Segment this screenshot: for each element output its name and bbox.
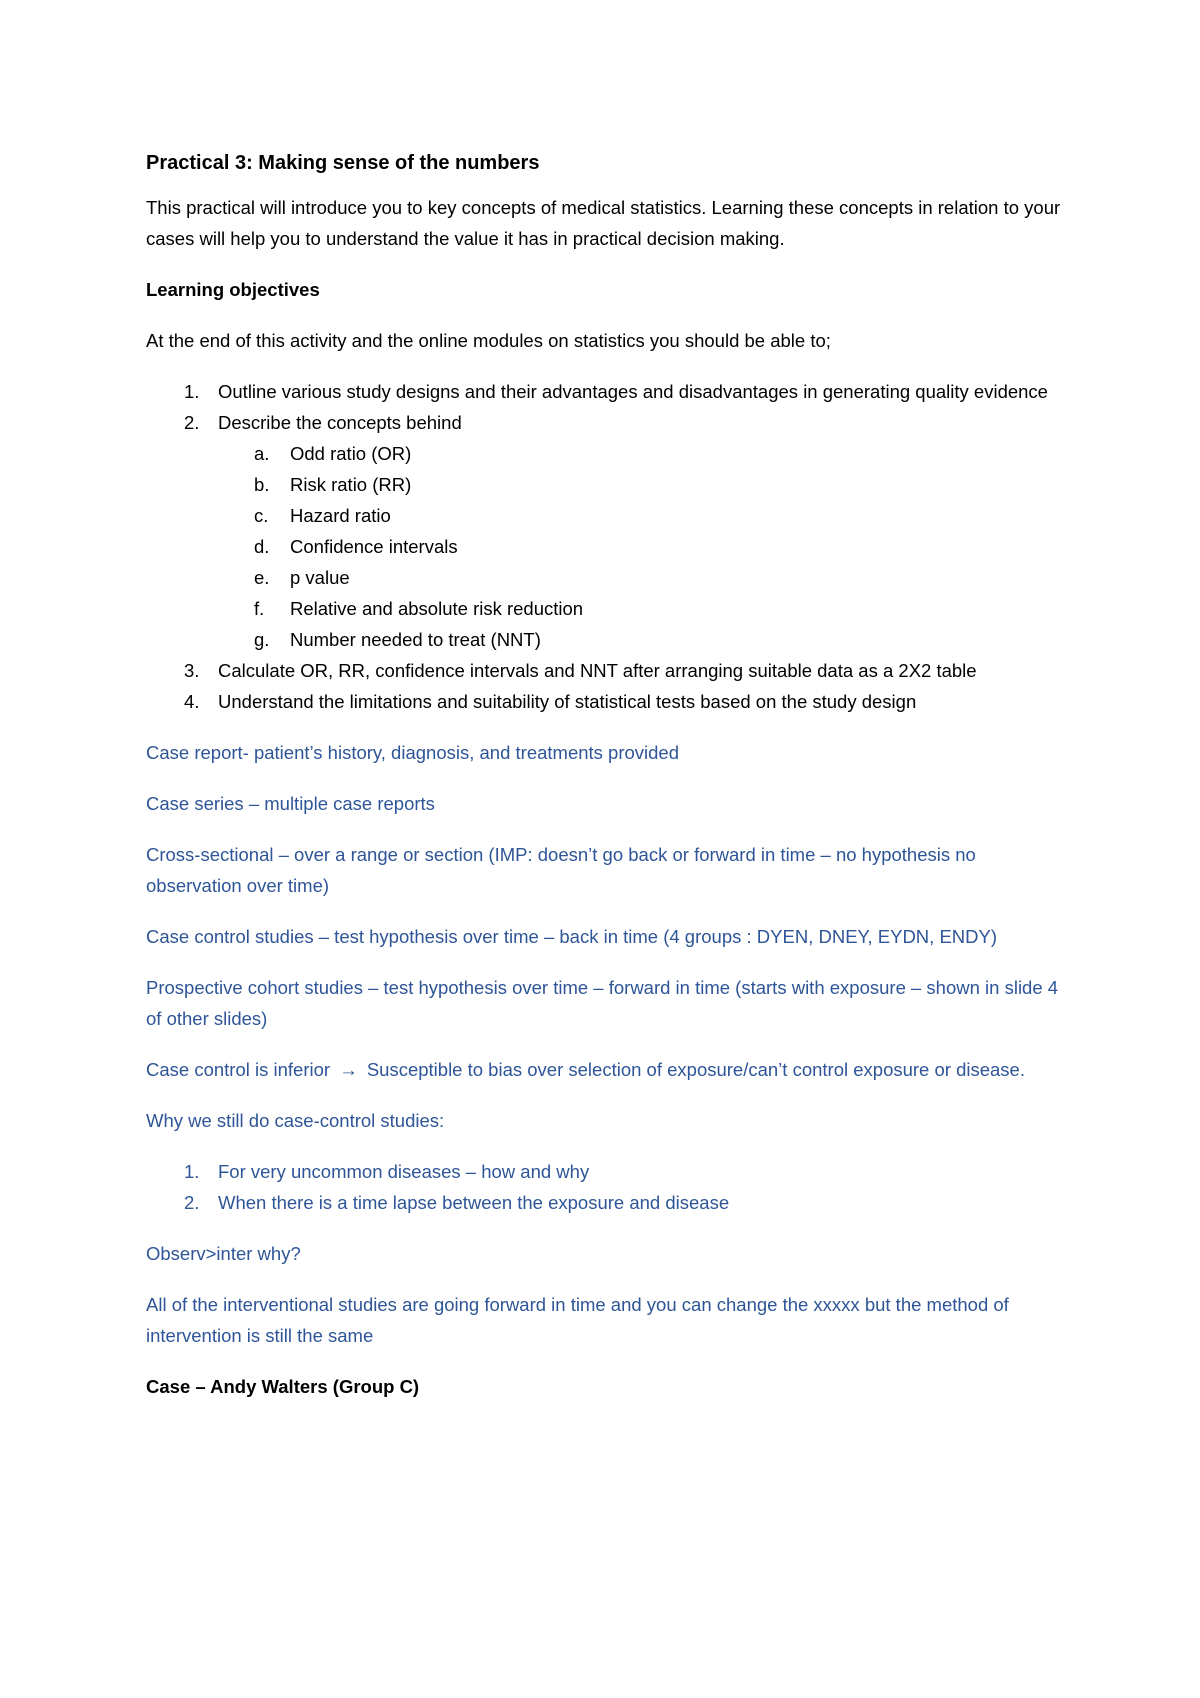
list-letter: d. xyxy=(254,536,270,557)
inferior-text-end: Susceptible to bias over selection of exposure/can’t control exposure or disease. xyxy=(366,1059,1025,1080)
objective-text: Outline various study designs and their advantages and disadvantages in generating quality evidence xyxy=(218,381,1048,402)
objective-item-4 xyxy=(146,686,1076,717)
concept-item xyxy=(218,469,1076,500)
concept-text: p value xyxy=(290,567,350,588)
intro-paragraph: This practical will introduce you to key concepts of medical statistics. Learning these concepts in relation to your cases will help you to understand the value it has in practical decision making. xyxy=(146,197,1061,249)
concept-text: Confidence intervals xyxy=(290,536,458,557)
concept-text: Relative and absolute risk reduction xyxy=(290,598,584,619)
concepts-list xyxy=(218,438,1076,655)
list-number: 4. xyxy=(184,691,200,712)
why-item-2 xyxy=(146,1187,1076,1218)
concept-item xyxy=(218,438,1076,469)
concept-text: Number needed to treat (NNT) xyxy=(290,629,541,650)
note-observ-inter: Observ>inter why? xyxy=(146,1243,301,1264)
concept-text: Risk ratio (RR) xyxy=(290,474,412,495)
concept-item xyxy=(218,624,1076,655)
objective-text: Calculate OR, RR, confidence intervals and NNT after arranging suitable data as a 2X2 table xyxy=(218,660,977,681)
list-number: 1. xyxy=(184,1161,200,1182)
list-letter: g. xyxy=(254,629,270,650)
note-case-report: Case report- patient’s history, diagnosis, and treatments provided xyxy=(146,742,680,763)
note-interventional: All of the interventional studies are going forward in time and you can change the xxxxx but the method of intervention is still the same xyxy=(146,1294,1009,1346)
page-title: Practical 3: Making sense of the numbers xyxy=(146,152,540,174)
note-case-control: Case control studies – test hypothesis over time – back in time (4 groups : DYEN, DNEY, EYDN, ENDY) xyxy=(146,926,997,947)
note-case-control-inferior xyxy=(146,1054,1076,1085)
why-text: For very uncommon diseases – how and why xyxy=(218,1161,590,1182)
note-prospective-cohort: Prospective cohort studies – test hypothesis over time – forward in time (starts with exposure – shown in slide 4 of other slides) xyxy=(146,977,1059,1029)
concept-item xyxy=(218,531,1076,562)
list-number: 1. xyxy=(184,381,200,402)
list-number: 3. xyxy=(184,660,200,681)
objective-item-3 xyxy=(146,655,1076,686)
list-letter: b. xyxy=(254,474,270,495)
note-case-series: Case series – multiple case reports xyxy=(146,793,435,814)
note-cross-sectional: Cross-sectional – over a range or section (IMP: doesn’t go back or forward in time – no hypothesis no observation over time) xyxy=(146,844,976,896)
list-letter: e. xyxy=(254,567,270,588)
objective-item-1 xyxy=(146,376,1076,407)
list-number: 2. xyxy=(184,412,200,433)
why-list xyxy=(146,1156,1076,1218)
objectives-list xyxy=(146,376,1076,717)
objective-text: Understand the limitations and suitability of statistical tests based on the study design xyxy=(218,691,917,712)
why-item-1 xyxy=(146,1156,1076,1187)
concept-item xyxy=(218,593,1076,624)
note-why-heading: Why we still do case-control studies: xyxy=(146,1110,445,1131)
concept-text: Hazard ratio xyxy=(290,505,391,526)
list-number: 2. xyxy=(184,1192,200,1213)
list-letter: a. xyxy=(254,443,270,464)
concept-text: Odd ratio (OR) xyxy=(290,443,412,464)
objective-text: Describe the concepts behind xyxy=(218,412,462,433)
list-letter: f. xyxy=(254,598,265,619)
arrow-right-icon: → xyxy=(339,1059,358,1080)
list-letter: c. xyxy=(254,505,269,526)
document-body xyxy=(146,148,1076,1422)
objectives-heading: Learning objectives xyxy=(146,279,320,300)
objectives-lead: At the end of this activity and the online modules on statistics you should be able to; xyxy=(146,330,831,351)
case-heading: Case – Andy Walters (Group C) xyxy=(146,1376,420,1397)
why-text: When there is a time lapse between the exposure and disease xyxy=(218,1192,730,1213)
inferior-text-start: Case control is inferior xyxy=(146,1059,331,1080)
concept-item xyxy=(218,500,1076,531)
objective-item-2 xyxy=(146,407,1076,655)
concept-item xyxy=(218,562,1076,593)
